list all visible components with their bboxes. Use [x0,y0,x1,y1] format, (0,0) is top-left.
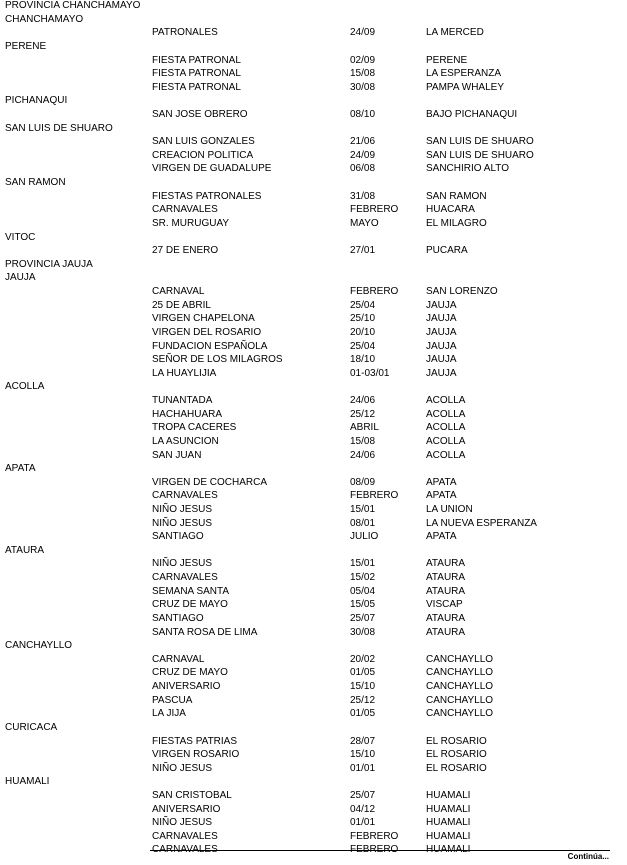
fiesta-row [0,654,627,667]
section-header-line [0,463,627,476]
fiesta-row [0,681,627,694]
fiesta-name: 25 DE ABRIL [152,299,211,311]
fiesta-place: JAUJA [426,367,457,379]
section-header: ATAURA [5,544,45,556]
fiesta-row [0,163,627,176]
fiesta-place: HUAMALI [426,817,471,829]
fiesta-place: SAN LUIS DE SHUARO [426,149,534,161]
fiesta-row [0,763,627,776]
section-header: SAN LUIS DE SHUARO [5,122,113,134]
fiesta-name: SANTIAGO [152,531,204,543]
fiesta-place: HUACARA [426,204,475,216]
fiesta-row [0,504,627,517]
fiesta-row [0,531,627,544]
section-header: HUAMALI [5,776,50,788]
fiesta-place: LA MERCED [426,27,484,39]
fiesta-name: FUNDACION ESPAÑOLA [152,340,268,352]
fiesta-row [0,749,627,762]
fiesta-name: CARNAVAL [152,653,205,665]
fiesta-name: NIÑO JESUS [152,503,213,515]
fiesta-date: FEBRERO [350,844,399,856]
section-header: CHANCHAMAYO [5,13,84,25]
fiesta-date: 15/08 [350,68,376,80]
fiesta-row [0,191,627,204]
fiesta-date: ABRIL [350,422,379,434]
fiesta-date: 15/08 [350,435,376,447]
fiesta-name: FIESTAS PATRONALES [152,190,262,202]
fiesta-place: JAUJA [426,299,457,311]
fiesta-row [0,327,627,340]
fiesta-name: SR. MURUGUAY [152,217,230,229]
fiesta-place: BAJO PICHANAQUI [426,109,518,120]
fiesta-date: FEBRERO [350,830,399,842]
fiesta-name: FIESTA PATRONAL [152,68,241,80]
fiesta-name: CARNAVALES [152,572,218,583]
section-header-line [0,0,627,13]
fiesta-name: LA ASUNCION [152,435,219,447]
fiesta-name: SEÑOR DE LOS MILAGROS [152,354,283,366]
fiesta-date: 25/12 [350,694,376,706]
fiesta-row [0,218,627,231]
fiesta-name: CARNAVALES [152,844,218,856]
fiesta-name: NIÑO JESUS [152,817,213,829]
fiesta-date: MAYO [350,217,379,229]
section-header-line [0,722,627,735]
fiesta-date: FEBRERO [350,204,399,216]
fiesta-row [0,136,627,149]
fiesta-name: CREACION POLITICA [152,149,254,161]
fiesta-date: 06/08 [350,163,376,175]
fiesta-row [0,790,627,803]
fiesta-date: 18/10 [350,354,376,366]
fiesta-name: SAN CRISTOBAL [152,790,232,801]
fiesta-row [0,27,627,40]
fiesta-row [0,300,627,313]
fiesta-name: NIÑO JESUS [152,517,213,529]
fiesta-date: 30/08 [350,81,376,93]
fiesta-date: FEBRERO [350,286,399,297]
fiesta-place: LA ESPERANZA [426,68,502,80]
fiesta-date: 15/02 [350,572,376,583]
fiesta-date: 01/05 [350,708,376,720]
section-header: JAUJA [5,272,36,284]
fiesta-place: VISCAP [426,599,463,611]
fiesta-row [0,368,627,381]
fiesta-date: 25/07 [350,612,376,624]
fiesta-date: 08/09 [350,476,376,488]
fiesta-name: VIRGEN ROSARIO [152,749,240,761]
section-header-line [0,259,627,272]
fiesta-name: SAN JUAN [152,449,202,461]
section-header-line [0,41,627,54]
fiesta-name: SEMANA SANTA [152,585,230,597]
fiesta-place: LA NUEVA ESPERANZA [426,517,537,529]
section-header: SAN RAMON [5,177,66,189]
fiesta-name: SAN JOSE OBRERO [152,109,248,120]
fiesta-place: HUAMALI [426,844,471,856]
fiesta-name: FIESTA PATRONAL [152,81,241,93]
fiesta-date: 28/07 [350,735,376,747]
section-header-line [0,95,627,108]
section-header: VITOC [5,231,36,243]
fiesta-place: LA UNION [426,503,473,515]
fiesta-row [0,558,627,571]
section-header-line [0,776,627,789]
fiesta-name: CARNAVAL [152,286,205,297]
section-header-line [0,640,627,653]
fiesta-date: 25/04 [350,299,376,311]
footer-rule [150,850,610,851]
fiesta-place: EL MILAGRO [426,217,487,229]
section-header-line [0,123,627,136]
fiesta-name: FIESTA PATRONAL [152,54,241,66]
fiesta-place: ACOLLA [426,395,466,406]
fiesta-date: 08/10 [350,109,376,120]
fiesta-row [0,817,627,830]
fiesta-row [0,204,627,217]
fiesta-row [0,82,627,95]
fiesta-name: FIESTAS PATRIAS [152,735,238,747]
fiesta-name: SAN LUIS GONZALES [152,136,255,148]
fiesta-name: TUNANTADA [152,395,213,406]
fiesta-row [0,708,627,721]
fiesta-row [0,341,627,354]
fiesta-place: CANCHAYLLO [426,681,494,692]
fiesta-row [0,422,627,435]
fiesta-name: SANTIAGO [152,612,204,624]
fiesta-name: PASCUA [152,694,193,706]
fiesta-row [0,599,627,612]
fiesta-row [0,150,627,163]
continuation-note: Continúa... [567,852,609,861]
fiesta-place: ATAURA [426,558,466,570]
fiesta-place: APATA [426,531,457,543]
fiesta-place: ACOLLA [426,435,466,447]
fiesta-place: APATA [426,490,457,502]
fiesta-place: ATAURA [426,585,466,597]
fiesta-date: 24/09 [350,149,376,161]
fiesta-date: 15/10 [350,749,376,761]
fiesta-date: 15/01 [350,503,376,515]
fiesta-date: 21/06 [350,136,376,148]
fiesta-row [0,68,627,81]
fiesta-date: JULIO [350,531,379,543]
fiesta-row [0,354,627,367]
fiesta-date: 24/06 [350,449,376,461]
fiesta-row [0,613,627,626]
fiesta-name: VIRGEN DE COCHARCA [152,476,268,488]
fiesta-date: 31/08 [350,190,376,202]
fiesta-place: CANCHAYLLO [426,708,494,720]
fiesta-date: 25/07 [350,790,376,801]
fiesta-date: 27/01 [350,245,376,257]
fiesta-place: EL ROSARIO [426,749,487,761]
fiesta-place: SAN RAMON [426,190,487,202]
fiesta-place: ATAURA [426,572,466,583]
fiesta-row [0,55,627,68]
section-header-line [0,545,627,558]
fiesta-place: JAUJA [426,354,457,366]
fiesta-name: SANTA ROSA DE LIMA [152,626,258,638]
fiesta-place: CANCHAYLLO [426,694,494,706]
fiesta-row [0,518,627,531]
fiesta-place: ACOLLA [426,422,466,434]
fiesta-place: HUAMALI [426,803,471,815]
section-header-line [0,177,627,190]
fiesta-row [0,436,627,449]
fiesta-date: 30/08 [350,626,376,638]
fiesta-name: LA JIJA [152,708,186,720]
fiesta-date: 01/01 [350,817,376,829]
fiesta-date: 25/12 [350,408,376,420]
section-header-line [0,14,627,27]
fiesta-date: 15/10 [350,681,376,692]
fiesta-row [0,313,627,326]
fiesta-place: SAN LUIS DE SHUARO [426,136,534,148]
section-header-line [0,381,627,394]
fiesta-name: VIRGEN DE GUADALUPE [152,163,272,175]
fiesta-place: ATAURA [426,626,466,638]
fiesta-row [0,477,627,490]
fiesta-row [0,490,627,503]
fiesta-name: ANIVERSARIO [152,681,221,692]
fiesta-place: SANCHIRIO ALTO [426,163,509,175]
fiesta-row [0,286,627,299]
section-header-line [0,232,627,245]
fiesta-date: 15/05 [350,599,376,611]
fiesta-date: 05/04 [350,585,376,597]
fiesta-row [0,736,627,749]
fiesta-place: EL ROSARIO [426,735,487,747]
fiesta-date: 01-03/01 [350,367,390,379]
fiesta-place: SAN LORENZO [426,286,498,297]
fiesta-row [0,572,627,585]
fiesta-place: PUCARA [426,245,468,257]
fiesta-name: NIÑO JESUS [152,762,213,774]
fiesta-date: 08/01 [350,517,376,529]
section-header: PROVINCIA CHANCHAMAYO [5,0,141,11]
fiesta-name: LA HUAYLIJIA [152,367,217,379]
fiesta-date: 01/05 [350,667,376,679]
fiesta-place: JAUJA [426,313,457,325]
fiesta-name: VIRGEN DEL ROSARIO [152,326,262,338]
fiesta-date: 02/09 [350,54,376,66]
section-header: ACOLLA [5,381,45,393]
fiesta-row [0,586,627,599]
fiesta-row [0,695,627,708]
fiesta-row [0,395,627,408]
fiesta-date: 04/12 [350,803,376,815]
fiesta-place: CANCHAYLLO [426,667,494,679]
fiesta-name: HACHAHUARA [152,408,223,420]
fiesta-date: FEBRERO [350,490,399,502]
fiesta-row [0,109,627,122]
fiesta-date: 25/04 [350,340,376,352]
fiesta-date: 01/01 [350,762,376,774]
fiesta-row [0,831,627,844]
fiesta-date: 25/10 [350,313,376,325]
fiesta-name: CARNAVALES [152,490,218,502]
fiesta-place: CANCHAYLLO [426,653,494,665]
fiesta-name: CARNAVALES [152,204,218,216]
fiesta-place: ATAURA [426,612,466,624]
fiesta-place: HUAMALI [426,830,471,842]
fiesta-place: EL ROSARIO [426,762,487,774]
fiesta-place: HUAMALI [426,790,471,801]
fiesta-place: ACOLLA [426,449,466,461]
section-header-line [0,272,627,285]
fiesta-row [0,245,627,258]
fiesta-date: 24/09 [350,27,376,39]
fiesta-name: CARNAVALES [152,830,218,842]
fiesta-row [0,804,627,817]
fiesta-name: CRUZ DE MAYO [152,599,228,611]
fiesta-name: CRUZ DE MAYO [152,667,228,679]
fiesta-date: 20/02 [350,653,376,665]
fiesta-date: 15/01 [350,558,376,570]
fiesta-place: PERENE [426,54,468,66]
section-header: APATA [5,463,36,475]
fiesta-place: PAMPA WHALEY [426,81,504,93]
section-header: PERENE [5,40,47,52]
fiesta-row [0,409,627,422]
fiesta-place: APATA [426,476,457,488]
fiesta-name: VIRGEN CHAPELONA [152,313,255,325]
fiesta-name: ANIVERSARIO [152,803,221,815]
fiesta-date: 20/10 [350,326,376,338]
section-header: PROVINCIA JAUJA [5,258,93,270]
fiesta-row [0,450,627,463]
fiesta-name: NIÑO JESUS [152,558,213,570]
fiesta-place: ACOLLA [426,408,466,420]
section-header: CURICACA [5,721,58,733]
fiesta-row [0,627,627,640]
fiesta-place: JAUJA [426,326,457,338]
fiesta-name: 27 DE ENERO [152,245,219,257]
section-header: CANCHAYLLO [5,640,73,652]
fiesta-name: PATRONALES [152,27,218,39]
fiesta-row [0,667,627,680]
fiesta-name: TROPA CACERES [152,422,237,434]
fiesta-date: 24/06 [350,395,376,406]
fiesta-place: JAUJA [426,340,457,352]
section-header: PICHANAQUI [5,95,68,107]
